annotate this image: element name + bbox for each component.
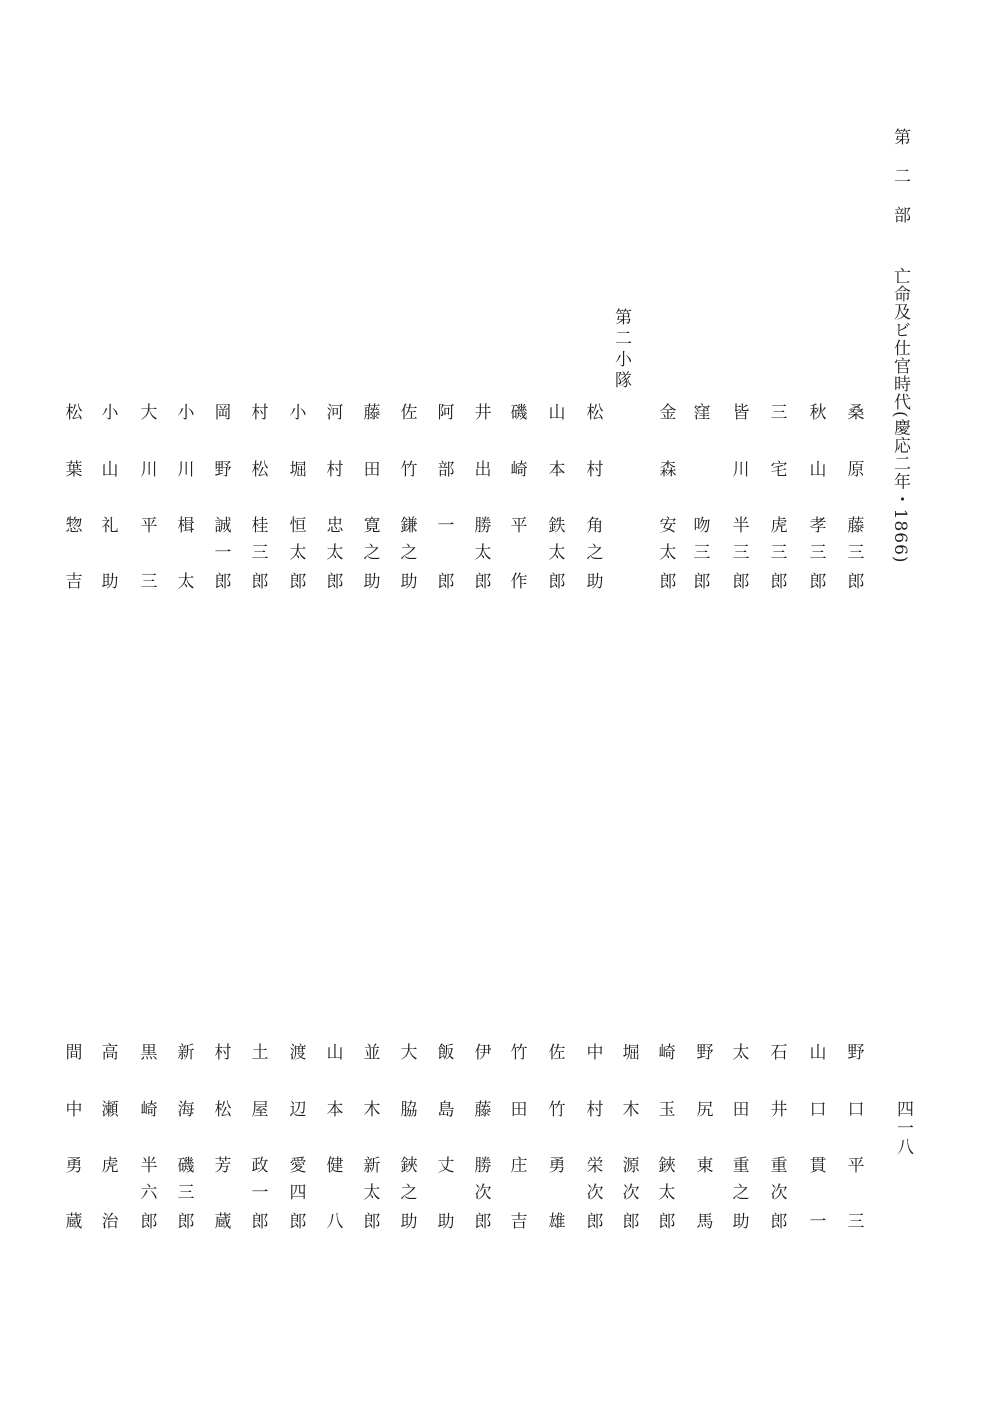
name-character: 秋	[809, 403, 827, 423]
name-character: 蔵	[214, 1212, 232, 1232]
name-character: 山	[548, 403, 566, 423]
name-character: 阿	[437, 403, 455, 423]
name-character: 三	[809, 543, 827, 563]
name-character: 一	[214, 543, 232, 563]
name-character: 三	[732, 543, 750, 563]
name-character: 源	[622, 1156, 640, 1176]
name-character: 之	[732, 1183, 750, 1203]
name-character: 森	[659, 460, 677, 480]
name-character: 松	[214, 1100, 232, 1120]
name-character: 松	[586, 403, 604, 423]
name-character: 堀	[622, 1043, 640, 1063]
name-character: 原	[847, 460, 865, 480]
name-character: 太	[289, 543, 307, 563]
name-character: 重	[770, 1156, 788, 1176]
name-character: 崎	[658, 1043, 676, 1063]
name-character: 脇	[400, 1100, 418, 1120]
name-character: 鉄	[548, 516, 566, 536]
name-character: 次	[474, 1183, 492, 1203]
name-character: 石	[770, 1043, 788, 1063]
name-character: 之	[363, 543, 381, 563]
name-character: 貫	[809, 1156, 827, 1176]
name-character: 竹	[510, 1043, 528, 1063]
name-character: 川	[177, 460, 195, 480]
name-character: 井	[770, 1100, 788, 1120]
name-character: 作	[510, 572, 528, 592]
name-character: 愛	[289, 1156, 307, 1176]
name-character: 虎	[770, 516, 788, 536]
name-character: 出	[474, 460, 492, 480]
name-character: 蔵	[65, 1212, 83, 1232]
name-character: 山	[101, 460, 119, 480]
name-character: 村	[326, 460, 344, 480]
name-character: 勇	[65, 1156, 83, 1176]
name-character: 郎	[140, 1212, 158, 1232]
name-character: 伊	[474, 1043, 492, 1063]
name-character: 郎	[326, 572, 344, 592]
name-character: 小	[101, 403, 119, 423]
name-character: 松	[251, 460, 269, 480]
name-character: 小	[289, 403, 307, 423]
name-character: 田	[510, 1100, 528, 1120]
name-character: 郎	[289, 572, 307, 592]
name-character: 三	[693, 543, 711, 563]
name-character: 口	[809, 1100, 827, 1120]
name-character: 新	[363, 1156, 381, 1176]
name-character: 重	[732, 1156, 750, 1176]
name-character: 渡	[289, 1043, 307, 1063]
name-character: 桂	[251, 516, 269, 536]
name-character: 助	[400, 1212, 418, 1232]
name-character: 三	[770, 403, 788, 423]
name-character: 治	[101, 1212, 119, 1232]
name-character: 郎	[177, 1212, 195, 1232]
name-character: 飯	[437, 1043, 455, 1063]
name-character: 三	[251, 543, 269, 563]
name-character: 助	[363, 572, 381, 592]
name-character: 堀	[289, 460, 307, 480]
name-character: 鋏	[658, 1156, 676, 1176]
name-character: 高	[101, 1043, 119, 1063]
name-character: 桑	[847, 403, 865, 423]
name-character: 太	[732, 1043, 750, 1063]
name-character: 郎	[474, 572, 492, 592]
name-character: 芳	[214, 1156, 232, 1176]
name-character: 之	[400, 1183, 418, 1203]
header-era: (慶応二年・1866)	[890, 411, 910, 564]
name-character: 太	[177, 572, 195, 592]
name-character: 郎	[693, 572, 711, 592]
name-character: 三	[847, 1212, 865, 1232]
name-character: 川	[732, 460, 750, 480]
name-character: 郎	[214, 572, 232, 592]
name-character: 藤	[474, 1100, 492, 1120]
name-character: 平	[847, 1156, 865, 1176]
name-character: 礼	[101, 516, 119, 536]
name-character: 郎	[251, 1212, 269, 1232]
name-character: 中	[586, 1043, 604, 1063]
name-character: 崎	[510, 460, 528, 480]
name-character: 吉	[65, 572, 83, 592]
name-character: 太	[658, 1183, 676, 1203]
name-character: 半	[732, 516, 750, 536]
name-character: 惣	[65, 516, 83, 536]
name-character: 宅	[770, 460, 788, 480]
name-character: 馬	[696, 1212, 714, 1232]
name-character: 口	[847, 1100, 865, 1120]
name-character: 六	[140, 1183, 158, 1203]
name-character: 藤	[847, 516, 865, 536]
name-character: 助	[101, 572, 119, 592]
page-number: 四一八	[893, 1100, 913, 1157]
name-character: 太	[326, 543, 344, 563]
name-character: 郎	[437, 572, 455, 592]
name-character: 楫	[177, 516, 195, 536]
name-character: 助	[586, 572, 604, 592]
name-character: 竹	[548, 1100, 566, 1120]
name-character: 鎌	[400, 516, 418, 536]
name-character: 安	[659, 516, 677, 536]
name-character: 太	[659, 543, 677, 563]
name-character: 鋏	[400, 1156, 418, 1176]
name-character: 郎	[809, 572, 827, 592]
name-character: 田	[363, 460, 381, 480]
name-character: 太	[363, 1183, 381, 1203]
name-character: 三	[847, 543, 865, 563]
name-character: 村	[251, 403, 269, 423]
name-character: 之	[586, 543, 604, 563]
name-character: 丈	[437, 1156, 455, 1176]
name-character: 一	[251, 1183, 269, 1203]
name-character: 間	[65, 1043, 83, 1063]
name-character: 誠	[214, 516, 232, 536]
name-character: 吉	[510, 1212, 528, 1232]
name-character: 辺	[289, 1100, 307, 1120]
name-character: 山	[809, 460, 827, 480]
name-character: 島	[437, 1100, 455, 1120]
name-character: 山	[326, 1043, 344, 1063]
name-character: 忠	[326, 516, 344, 536]
name-character: 郎	[363, 1212, 381, 1232]
name-character: 平	[510, 516, 528, 536]
name-character: 雄	[548, 1212, 566, 1232]
name-character: 健	[326, 1156, 344, 1176]
name-character: 小	[177, 403, 195, 423]
name-character: 土	[251, 1043, 269, 1063]
name-character: 郎	[548, 572, 566, 592]
name-character: 川	[140, 460, 158, 480]
name-character: 助	[437, 1212, 455, 1232]
name-character: 竹	[400, 460, 418, 480]
name-character: 野	[696, 1043, 714, 1063]
name-character: 栄	[586, 1156, 604, 1176]
name-character: 海	[177, 1100, 195, 1120]
name-character: 大	[140, 403, 158, 423]
name-character: 郎	[770, 572, 788, 592]
name-character: 佐	[548, 1043, 566, 1063]
name-character: 庄	[510, 1156, 528, 1176]
name-character: 太	[474, 543, 492, 563]
name-character: 皆	[732, 403, 750, 423]
name-character: 尻	[696, 1100, 714, 1120]
header-title: 亡命及ビ仕官時代	[890, 267, 910, 411]
name-character: 勝	[474, 1156, 492, 1176]
name-character: 之	[400, 543, 418, 563]
name-character: 次	[770, 1183, 788, 1203]
name-character: 松	[65, 403, 83, 423]
name-character: 三	[140, 572, 158, 592]
name-character: 郎	[732, 572, 750, 592]
name-character: 東	[696, 1156, 714, 1176]
name-character: 岡	[214, 403, 232, 423]
name-character: 崎	[140, 1100, 158, 1120]
name-character: 村	[214, 1043, 232, 1063]
name-character: 孝	[809, 516, 827, 536]
name-character: 三	[770, 543, 788, 563]
name-character: 三	[177, 1183, 195, 1203]
name-character: 村	[586, 1100, 604, 1120]
name-character: 郎	[474, 1212, 492, 1232]
name-character: 新	[177, 1043, 195, 1063]
name-character: 磯	[510, 403, 528, 423]
name-character: 藤	[363, 403, 381, 423]
name-character: 太	[548, 543, 566, 563]
name-character: 磯	[177, 1156, 195, 1176]
header-part: 第二部	[890, 128, 910, 245]
name-character: 野	[847, 1043, 865, 1063]
name-character: 郎	[658, 1212, 676, 1232]
name-character: 郎	[586, 1212, 604, 1232]
name-character: 郎	[251, 572, 269, 592]
name-character: 木	[363, 1100, 381, 1120]
name-character: 部	[437, 460, 455, 480]
name-character: 八	[326, 1212, 344, 1232]
name-character: 金	[659, 403, 677, 423]
name-character: 瀬	[101, 1100, 119, 1120]
name-character: 本	[326, 1100, 344, 1120]
name-character: 木	[622, 1100, 640, 1120]
name-character: 河	[326, 403, 344, 423]
name-character: 虎	[101, 1156, 119, 1176]
name-character: 大	[400, 1043, 418, 1063]
name-character: 半	[140, 1156, 158, 1176]
name-character: 野	[214, 460, 232, 480]
name-character: 寛	[363, 516, 381, 536]
name-character: 玉	[658, 1100, 676, 1120]
name-character: 葉	[65, 460, 83, 480]
name-character: 一	[809, 1212, 827, 1232]
name-character: 黒	[140, 1043, 158, 1063]
running-header	[885, 128, 915, 564]
name-character: 窪	[693, 403, 711, 423]
name-character: 村	[586, 460, 604, 480]
name-character: 助	[400, 572, 418, 592]
name-character: 吻	[693, 516, 711, 536]
name-character: 角	[586, 516, 604, 536]
name-character: 恒	[289, 516, 307, 536]
name-character: 並	[363, 1043, 381, 1063]
name-character: 勇	[548, 1156, 566, 1176]
name-character: 山	[809, 1043, 827, 1063]
name-character: 郎	[770, 1212, 788, 1232]
name-character: 佐	[400, 403, 418, 423]
name-character: 次	[622, 1183, 640, 1203]
name-character: 次	[586, 1183, 604, 1203]
name-character: 中	[65, 1100, 83, 1120]
name-character: 平	[140, 516, 158, 536]
name-character: 郎	[622, 1212, 640, 1232]
name-character: 井	[474, 403, 492, 423]
name-character: 郎	[289, 1212, 307, 1232]
name-character: 本	[548, 460, 566, 480]
name-character: 勝	[474, 516, 492, 536]
squad-title: 第二小隊	[611, 308, 631, 392]
name-character: 田	[732, 1100, 750, 1120]
name-character: 屋	[251, 1100, 269, 1120]
name-character: 郎	[659, 572, 677, 592]
name-character: 四	[289, 1183, 307, 1203]
name-character: 一	[437, 516, 455, 536]
name-character: 郎	[847, 572, 865, 592]
name-character: 政	[251, 1156, 269, 1176]
name-character: 助	[732, 1212, 750, 1232]
